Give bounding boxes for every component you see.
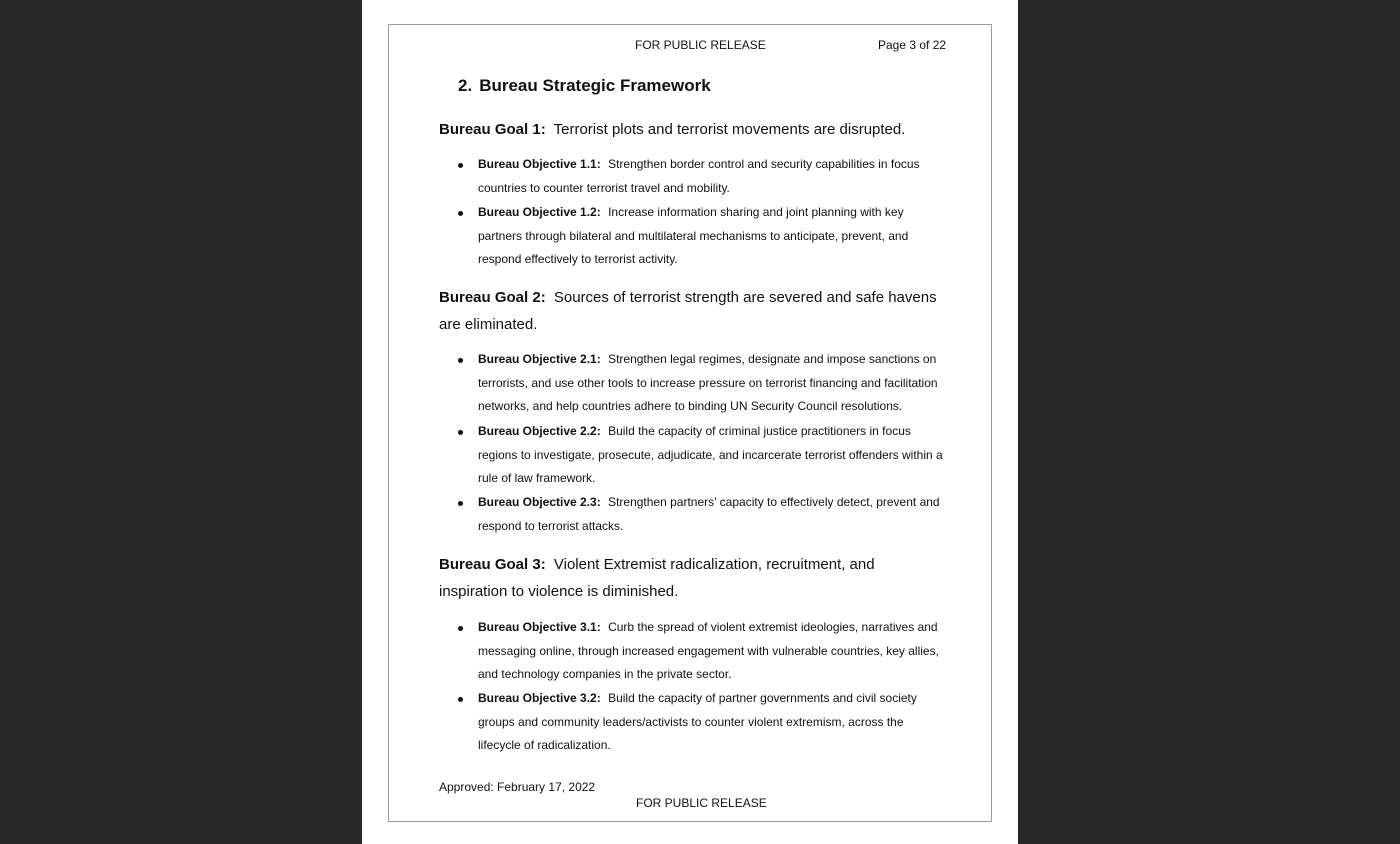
objective-2-1 xyxy=(478,348,946,419)
goal-1-text: Terrorist plots and terrorist movements are disrupted. xyxy=(553,121,906,138)
goal-2-text: Sources of terrorist strength are severed and safe havens are eliminated. xyxy=(439,289,937,333)
objective-3-1-text: Curb the spread of violent extremist ideologies, narratives and messaging online, through increased engagement with vulnerable countries, key allies, and technology companies in the private sector. xyxy=(478,620,939,682)
objective-2-3-text: Strengthen partners’ capacity to effectively detect, prevent and respond to terrorist attacks. xyxy=(478,495,940,533)
goal-3-text: Violent Extremist radicalization, recruitment, and inspiration to violence is diminished. xyxy=(439,556,875,600)
objective-1-1-text: Strengthen border control and security capabilities in focus countries to counter terrorist travel and mobility. xyxy=(478,157,920,195)
objective-3-2-text: Build the capacity of partner governments and civil society groups and community leaders/activists to counter violent extremism, across the lifecycle of radicalization. xyxy=(478,691,917,753)
goal-1 xyxy=(439,116,944,143)
objective-2-1-label: Bureau Objective 2.1: xyxy=(478,352,601,366)
document-page xyxy=(362,0,1018,844)
footer-classification: FOR PUBLIC RELEASE xyxy=(636,796,767,810)
objective-3-2-label: Bureau Objective 3.2: xyxy=(478,691,601,705)
header-classification: FOR PUBLIC RELEASE xyxy=(635,38,766,52)
goal-2-label: Bureau Goal 2: xyxy=(439,289,546,306)
section-number: 2. xyxy=(458,76,473,95)
objective-1-2-text: Increase information sharing and joint planning with key partners through bilateral and multilateral mechanisms to anticipate, prevent, and respond effectively to terrorist activity. xyxy=(478,205,909,267)
objective-2-2-text: Build the capacity of criminal justice practitioners in focus regions to investigate, prosecute, adjudicate, and incarcerate terrorist offenders within a rule of law framework. xyxy=(478,424,943,486)
goal-3-label: Bureau Goal 3: xyxy=(439,556,546,573)
objective-1-1 xyxy=(478,153,946,200)
objective-2-2-label: Bureau Objective 2.2: xyxy=(478,424,601,438)
objective-3-1 xyxy=(478,616,946,687)
objective-1-2-label: Bureau Objective 1.2: xyxy=(478,205,601,219)
objective-2-1-text: Strengthen legal regimes, designate and impose sanctions on terrorists, and use other tools to increase pressure on terrorist financing and facilitation networks, and help countries adhere to binding UN Security Council resolutions. xyxy=(478,352,938,414)
objective-2-3 xyxy=(478,491,946,538)
objective-3-1-label: Bureau Objective 3.1: xyxy=(478,620,601,634)
page-number: Page 3 of 22 xyxy=(878,38,947,52)
objective-1-2 xyxy=(478,201,946,272)
goal-2 xyxy=(439,284,944,338)
goal-1-label: Bureau Goal 1: xyxy=(439,121,546,138)
section-title xyxy=(458,76,711,96)
goal-3 xyxy=(439,551,944,605)
section-title-text: Bureau Strategic Framework xyxy=(479,76,711,95)
objective-1-1-label: Bureau Objective 1.1: xyxy=(478,157,601,171)
objective-2-3-label: Bureau Objective 2.3: xyxy=(478,495,601,509)
objective-2-2 xyxy=(478,420,946,491)
approved-date: Approved: February 17, 2022 xyxy=(439,780,596,794)
objective-3-2 xyxy=(478,687,946,758)
